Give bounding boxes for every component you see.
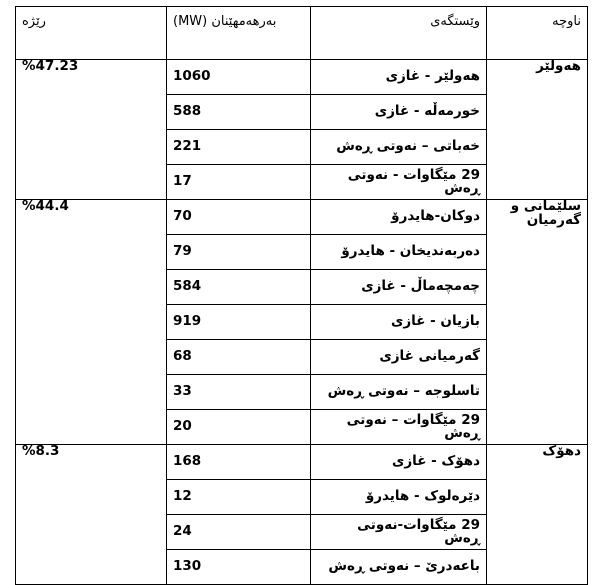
station-cell: دوکان-هایدرۆ xyxy=(311,200,487,235)
station-cell: دەربەندیخان - هایدرۆ xyxy=(311,235,487,270)
header-station: وێستگەی xyxy=(311,7,487,60)
station-cell: باعەدرێ – نەوتی ڕەش xyxy=(311,550,487,585)
table-row xyxy=(16,445,588,480)
header-ratio: رێژە xyxy=(16,7,167,60)
ratio-cell-erbil: %47.23 xyxy=(16,60,167,200)
production-cell: 20 xyxy=(167,410,311,445)
production-cell: 79 xyxy=(167,235,311,270)
power-stations-table xyxy=(15,6,588,585)
production-cell: 588 xyxy=(167,95,311,130)
header-row xyxy=(16,7,588,60)
region-cell-sulaymaniyah: سلێمانی و گەرمیان xyxy=(487,200,588,445)
production-cell: 33 xyxy=(167,375,311,410)
region-cell-duhok: دهۆک xyxy=(487,445,588,585)
production-cell: 70 xyxy=(167,200,311,235)
header-production: بەرهەمهێنان (MW) xyxy=(167,7,311,60)
header-region: ناوچە xyxy=(487,7,588,60)
station-cell: تاسلوجە – نەوتی ڕەش xyxy=(311,375,487,410)
production-cell: 130 xyxy=(167,550,311,585)
production-cell: 68 xyxy=(167,340,311,375)
production-cell: 17 xyxy=(167,165,311,200)
ratio-cell-duhok: %8.3 xyxy=(16,445,167,585)
station-cell: گەرمیانی غازی xyxy=(311,340,487,375)
production-cell: 168 xyxy=(167,445,311,480)
table-row xyxy=(16,200,588,235)
station-cell: هەولێر - غازی xyxy=(311,60,487,95)
production-cell: 919 xyxy=(167,305,311,340)
station-cell: 29 مێگاوات - نەوتی ڕەش xyxy=(311,165,487,200)
station-cell: خەباتی – نەوتی ڕەش xyxy=(311,130,487,165)
station-cell: چەمچەماڵ - غازی xyxy=(311,270,487,305)
table-row xyxy=(16,60,588,95)
region-cell-erbil: هەولێر xyxy=(487,60,588,200)
station-cell: دێرەلوک - هایدرۆ xyxy=(311,480,487,515)
station-cell: دهۆک - غازی xyxy=(311,445,487,480)
production-cell: 584 xyxy=(167,270,311,305)
station-cell: بازیان - غازی xyxy=(311,305,487,340)
production-cell: 221 xyxy=(167,130,311,165)
station-cell: 29 مێگاوات-نەوتی ڕەش xyxy=(311,515,487,550)
station-cell: خورمەڵە - غازی xyxy=(311,95,487,130)
station-cell: 29 مێگاوات – نەوتی ڕەش xyxy=(311,410,487,445)
production-cell: 24 xyxy=(167,515,311,550)
production-cell: 12 xyxy=(167,480,311,515)
production-cell: 1060 xyxy=(167,60,311,95)
ratio-cell-sulaymaniyah: %44.4 xyxy=(16,200,167,445)
